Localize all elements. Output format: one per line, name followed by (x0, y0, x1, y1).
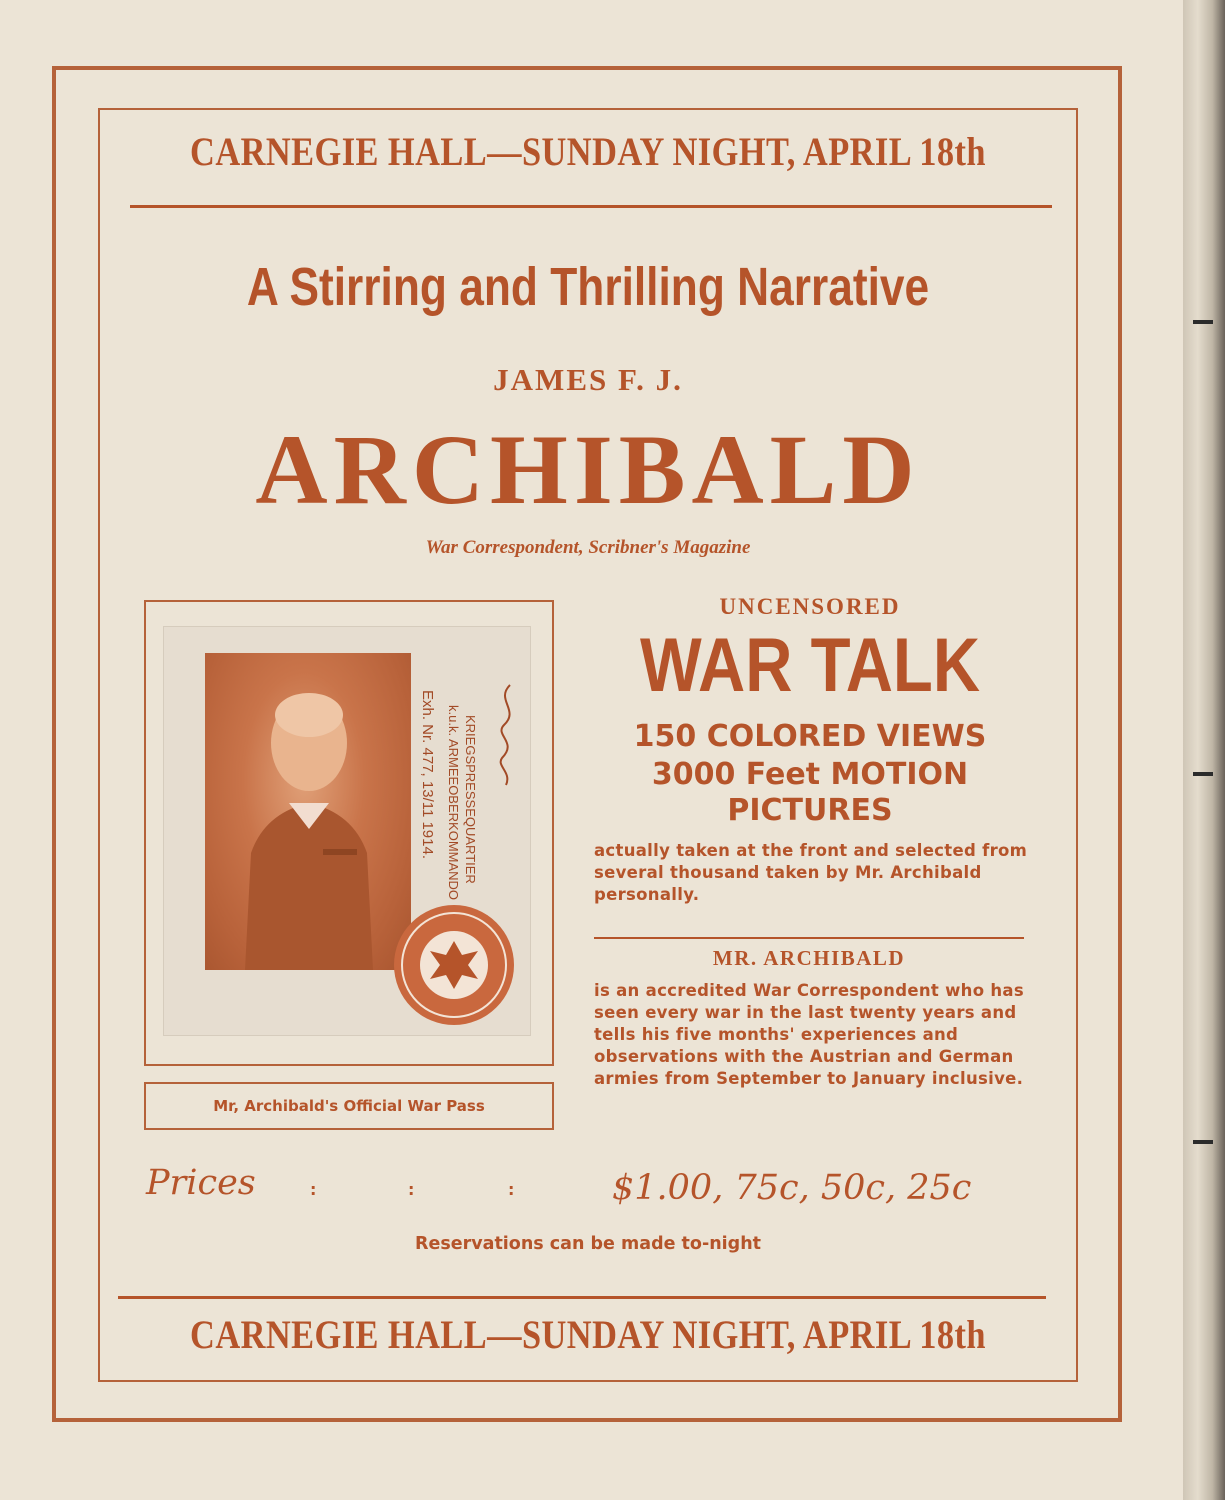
pass-stamp-line3: KRIEGSPRESSEQUARTIER (463, 715, 478, 884)
seal-icon (392, 903, 516, 1027)
bottom-divider (118, 1296, 1046, 1299)
signature-icon (490, 680, 524, 790)
price-separator: : (508, 1180, 515, 1199)
speaker-last-name: ARCHIBALD (255, 414, 921, 525)
binding-mark (1193, 772, 1213, 776)
feature-title (580, 623, 1040, 708)
feature-line2: 3000 Feet MOTION (651, 757, 969, 792)
top-banner (98, 128, 1078, 175)
headline-text: A Stirring and Thrilling Narrative (246, 257, 930, 317)
portrait-photo (205, 653, 411, 970)
about-divider (594, 937, 1024, 939)
headline (98, 256, 1078, 318)
price-separator: : (408, 1180, 415, 1199)
official-seal (392, 903, 516, 1027)
prices-values: $1.00, 75c, 50c, 25c (612, 1168, 972, 1208)
feature-description: actually taken at the front and selected from several thousand taken by Mr. Archibald personally. (594, 841, 1028, 904)
feature-kicker: UNCENSORED (719, 594, 901, 619)
portrait-figure-icon (205, 653, 411, 970)
about-body: is an accredited War Correspondent who has seen every war in the last twenty years and tells his five months' experiences and observations with the Austrian and German armies from September to January inclusive. (594, 981, 1024, 1088)
binding-mark (1193, 1140, 1213, 1144)
speaker-first-name: JAMES F. J. (493, 362, 683, 397)
bottom-banner (98, 1311, 1078, 1358)
feature-line3: PICTURES (727, 793, 893, 828)
about-heading: MR. ARCHIBALD (712, 946, 906, 970)
top-banner-text: CARNEGIE HALL—SUNDAY NIGHT, APRIL 18th (190, 129, 986, 174)
feature-line1: 150 COLORED VIEWS (633, 719, 987, 754)
price-separator: : (310, 1180, 317, 1199)
binding-mark (1193, 320, 1213, 324)
prices-label: Prices (146, 1163, 256, 1203)
reservations-note: Reservations can be made to-night (414, 1234, 762, 1254)
pass-stamp-line1: Exh. Nr. 477, 13/11 1914. (419, 690, 436, 860)
bottom-banner-text: CARNEGIE HALL—SUNDAY NIGHT, APRIL 18th (190, 1312, 986, 1357)
feature-title-text: WAR TALK (639, 623, 981, 708)
book-spine (1183, 0, 1225, 1500)
pass-stamp-line2: k.u.k. ARMEEOBERKOMMANDO (446, 705, 461, 901)
top-divider (130, 205, 1052, 208)
speaker-subtitle: War Correspondent, Scribner's Magazine (425, 537, 751, 558)
photo-caption-box (144, 1082, 554, 1130)
photo-caption: Mr, Archibald's Official War Pass (213, 1097, 485, 1115)
